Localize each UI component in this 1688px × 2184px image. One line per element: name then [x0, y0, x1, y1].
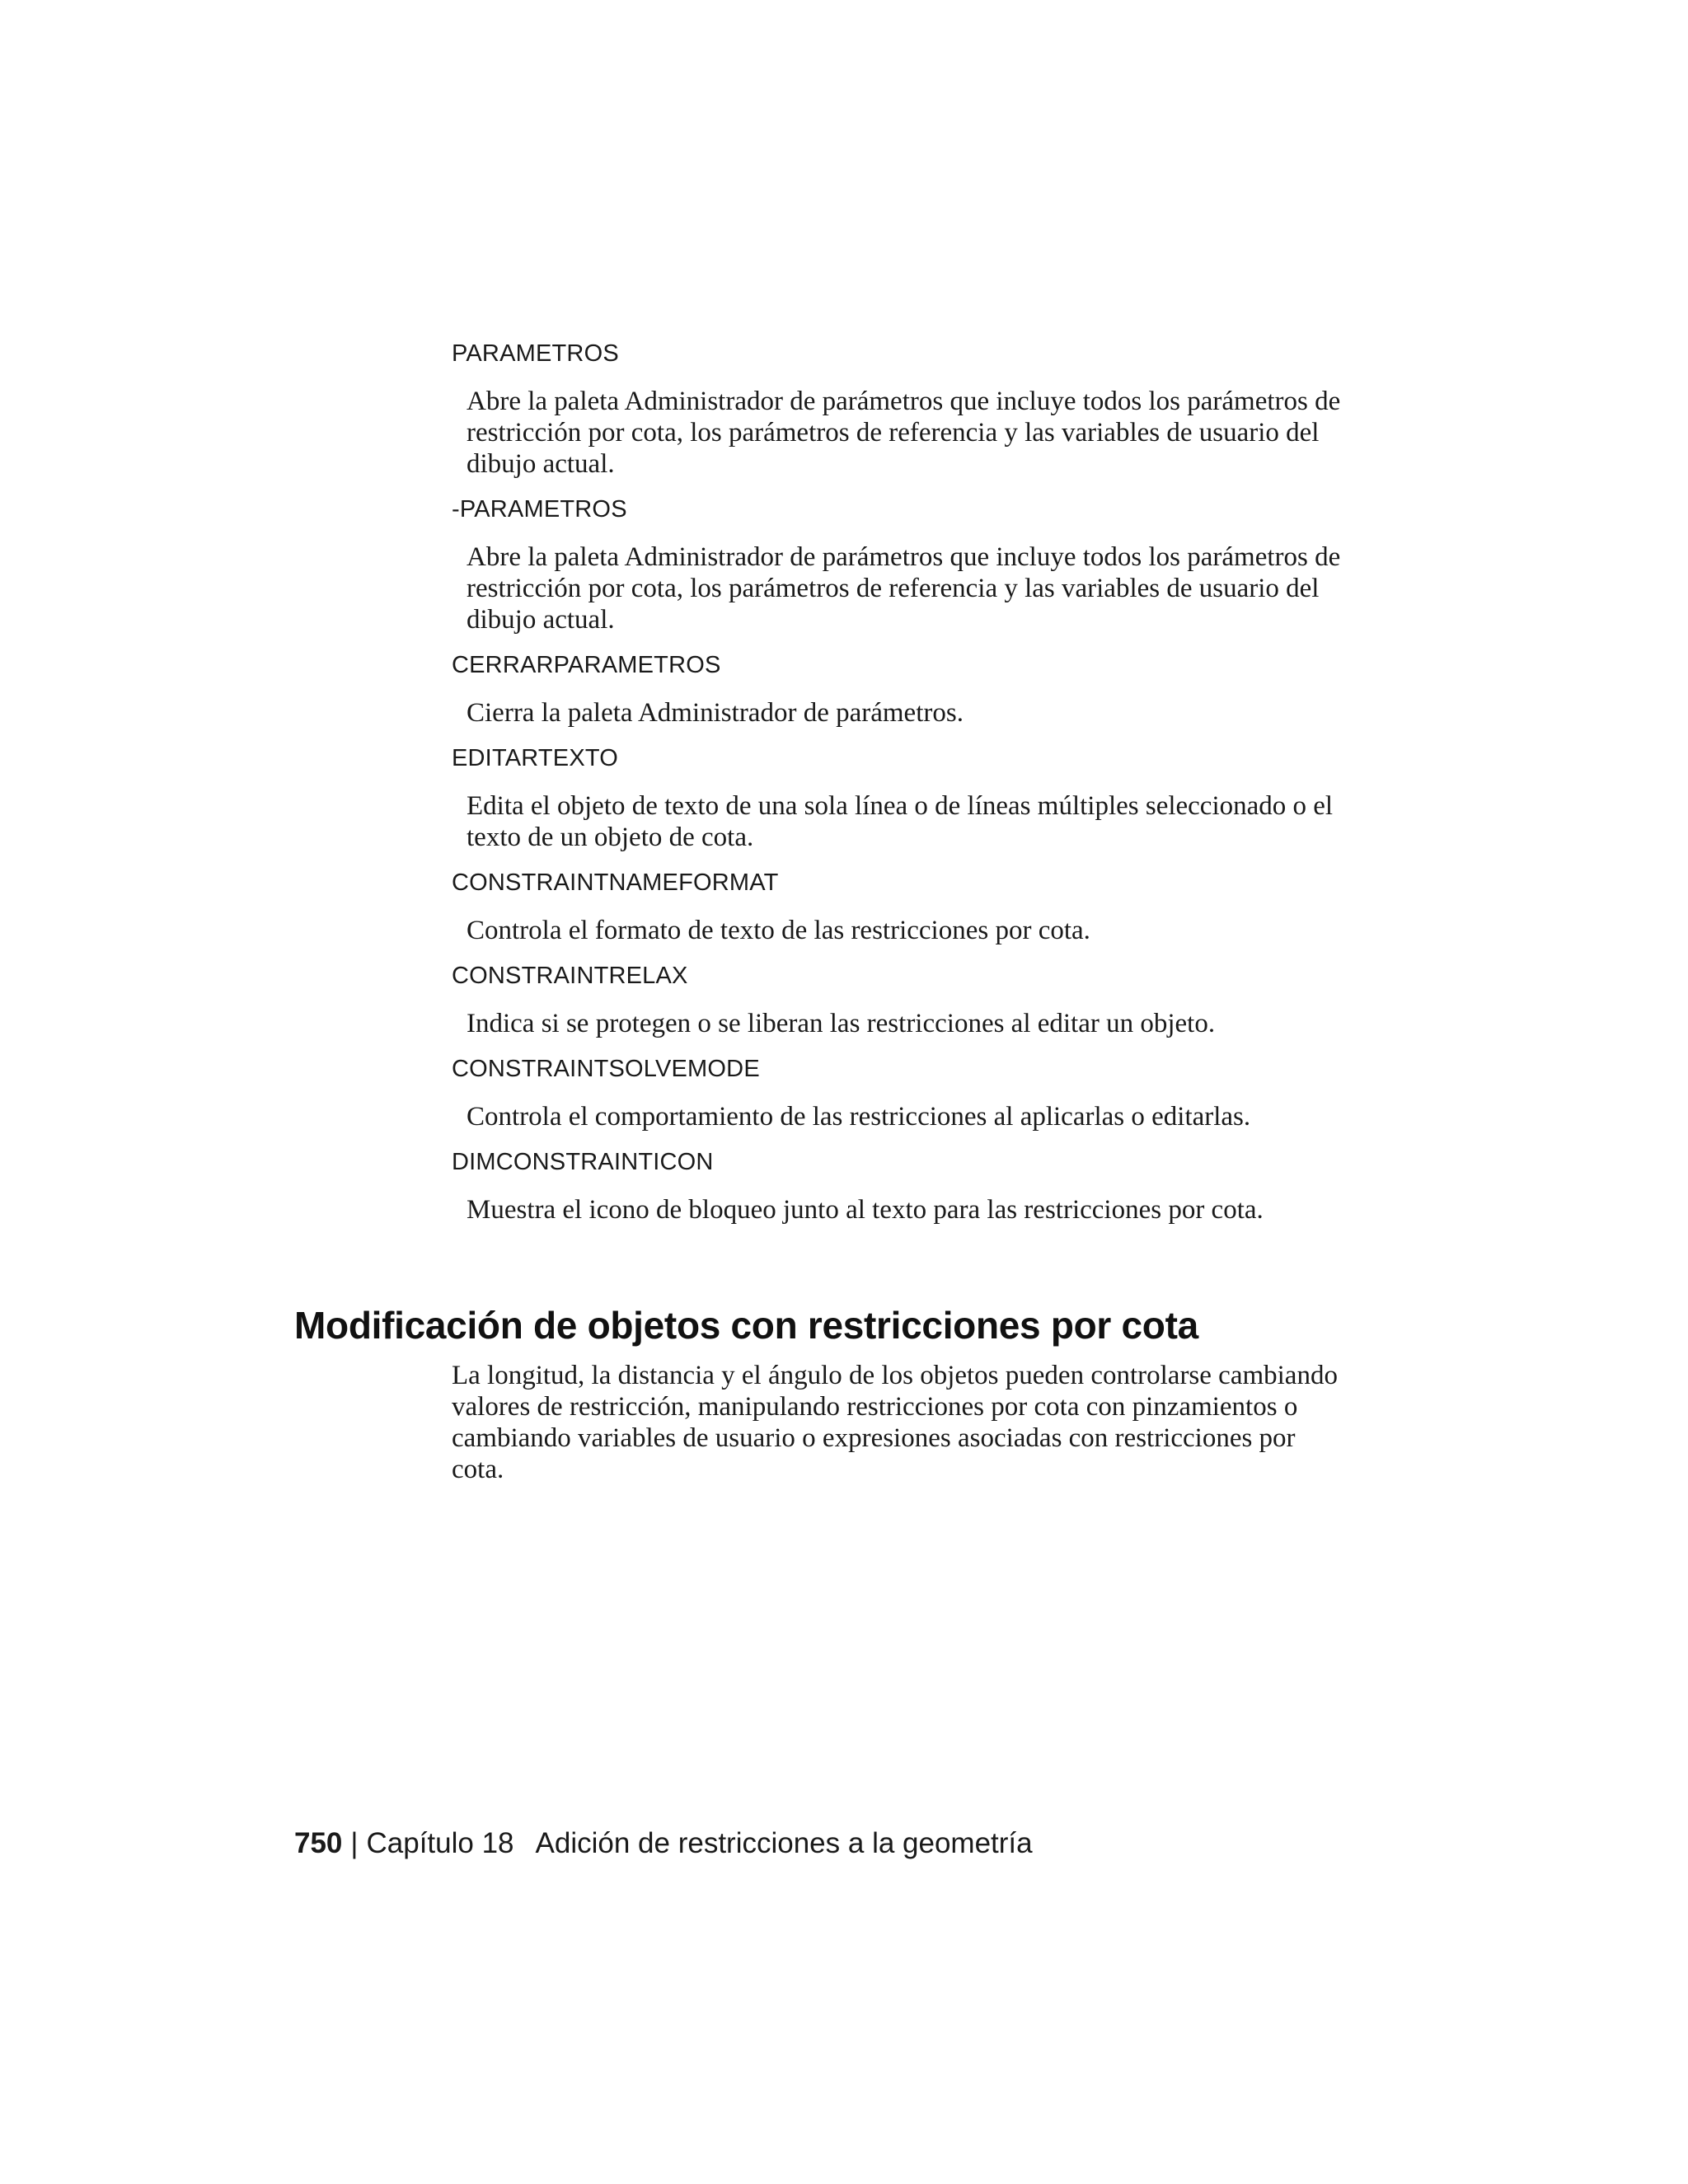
command-description: Edita el objeto de texto de una sola línea o de líneas múltiples seleccionado o el texto de un objeto de cota.: [467, 791, 1334, 852]
command-entry: [452, 1146, 1441, 1226]
chapter-label: Capítulo 18: [366, 1827, 514, 1859]
command-entry: [452, 338, 1441, 480]
command-entry: [452, 960, 1441, 1039]
page-number: 750: [294, 1827, 343, 1859]
command-description: Cierra la paleta Administrador de parámetros.: [467, 698, 964, 728]
command-term: EDITARTEXTO: [452, 745, 619, 771]
command-term: CERRARPARAMETROS: [452, 652, 721, 678]
command-description: Controla el comportamiento de las restricciones al aplicarlas o editarlas.: [467, 1102, 1251, 1132]
command-description: Controla el formato de texto de las restricciones por cota.: [467, 916, 1090, 945]
section-heading: Modificación de objetos con restricciones por cota: [294, 1304, 1198, 1347]
section-body: La longitud, la distancia y el ángulo de los objetos pueden controlarse cambiando valores de restricción, manipulando restricciones por cota con pinzamientos o cambiando variables de usuario o expresiones asociadas con restricciones por cota.: [452, 1361, 1338, 1484]
command-entry: [452, 867, 1441, 946]
command-term: -PARAMETROS: [452, 496, 627, 523]
command-term: CONSTRAINTSOLVEMODE: [452, 1056, 760, 1082]
command-term: DIMCONSTRAINTICON: [452, 1149, 714, 1175]
command-term: CONSTRAINTNAMEFORMAT: [452, 869, 779, 896]
command-entry: [452, 649, 1441, 729]
command-term: PARAMETROS: [452, 340, 619, 367]
command-entry: [452, 494, 1441, 635]
command-description: Abre la paleta Administrador de parámetros que incluye todos los parámetros de restricción por cota, los parámetros de referencia y las variables de usuario del dibujo actual.: [467, 542, 1341, 635]
command-description: Abre la paleta Administrador de parámetros que incluye todos los parámetros de restricción por cota, los parámetros de referencia y las variables de usuario del dibujo actual.: [467, 387, 1341, 479]
command-term: CONSTRAINTRELAX: [452, 963, 688, 989]
chapter-title: Adición de restricciones a la geometría: [535, 1827, 1033, 1859]
page-footer: [294, 1825, 1033, 1862]
command-entry: [452, 743, 1441, 853]
command-list: [452, 338, 1441, 1240]
command-description: Indica si se protegen o se liberan las restricciones al editar un objeto.: [467, 1009, 1216, 1038]
footer-separator: |: [350, 1827, 359, 1859]
command-entry: [452, 1053, 1441, 1132]
command-description: Muestra el icono de bloqueo junto al texto para las restricciones por cota.: [467, 1195, 1264, 1225]
